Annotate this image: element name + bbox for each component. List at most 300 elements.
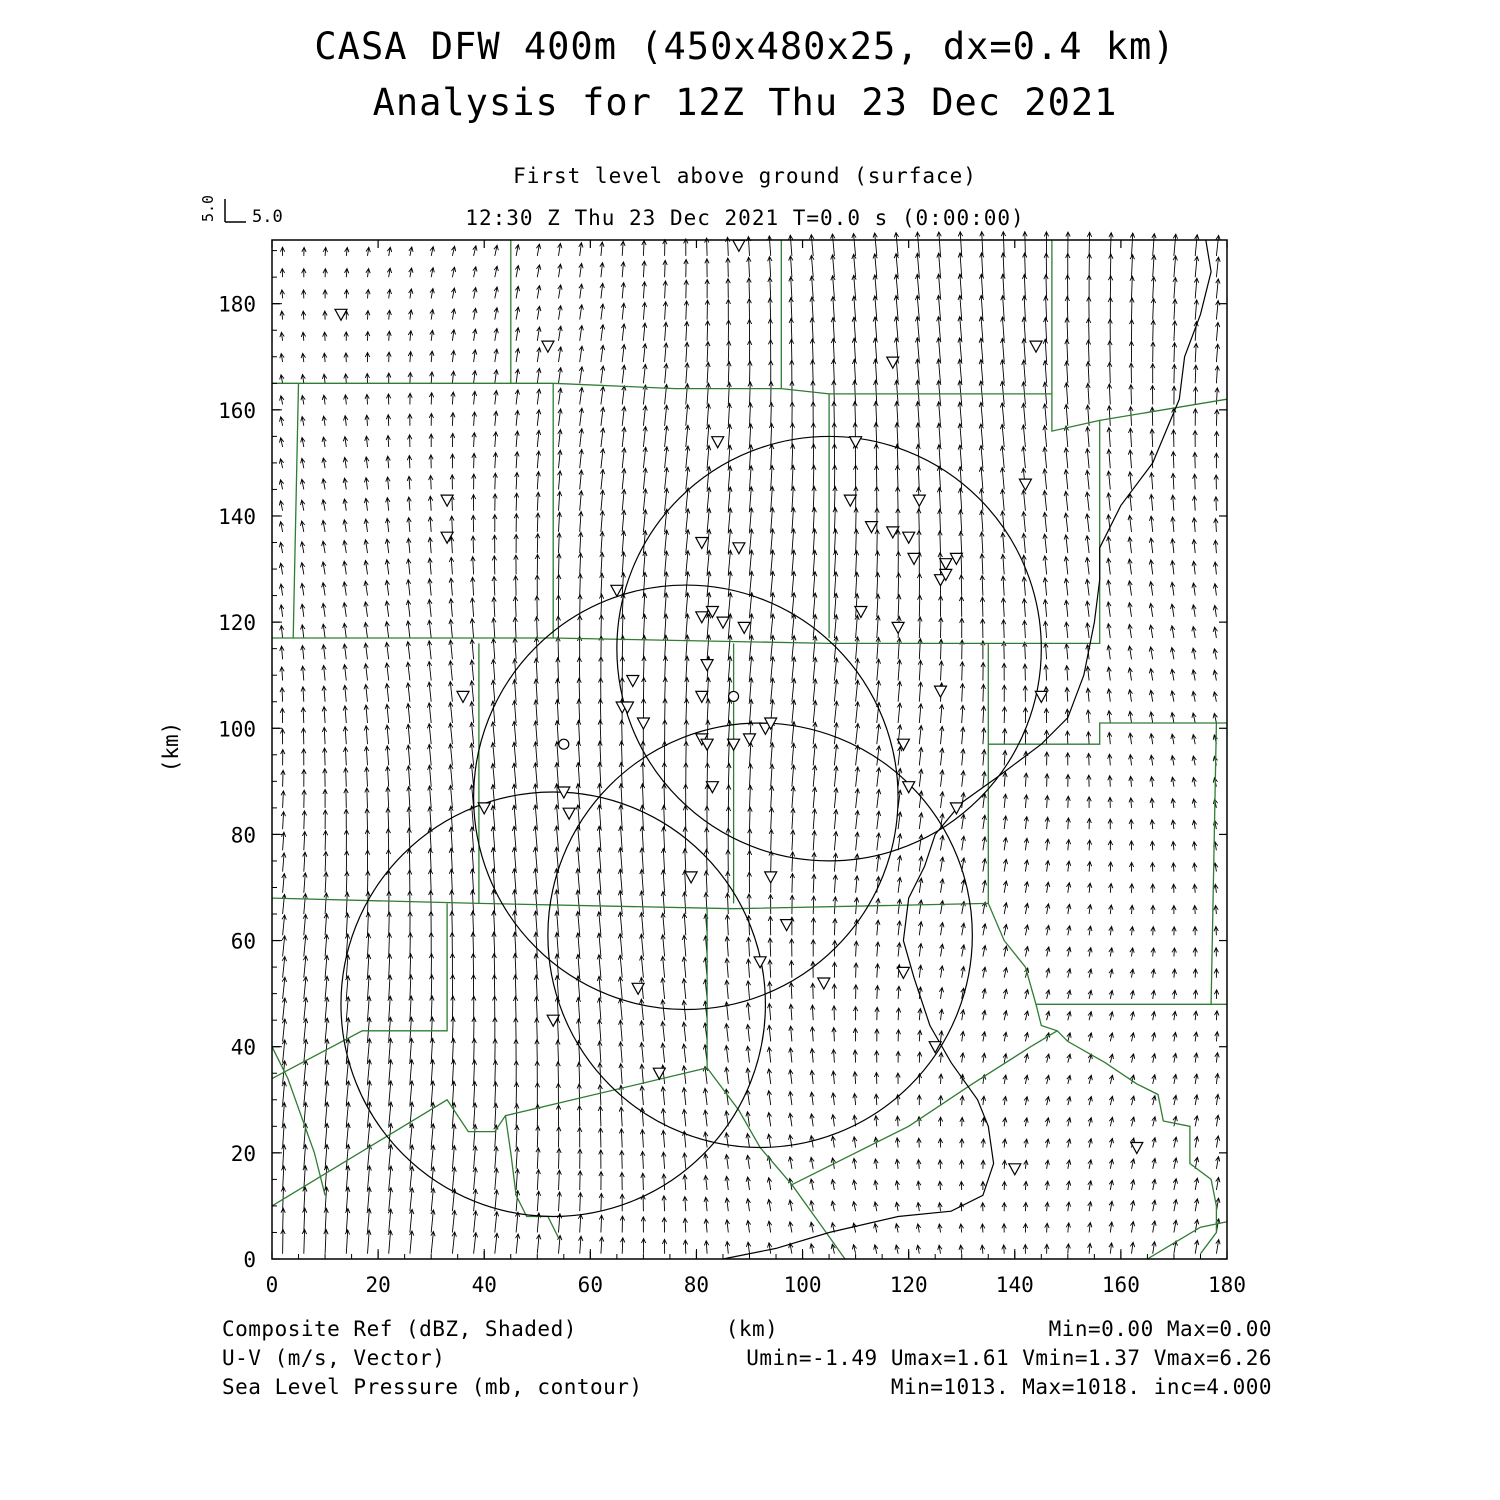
wind-vector — [832, 423, 836, 447]
wind-vector — [789, 1113, 793, 1126]
wind-vector — [831, 297, 835, 320]
wind-vector — [301, 583, 305, 595]
wind-vector — [279, 501, 283, 511]
y-tick-label: 20 — [230, 1141, 256, 1166]
wind-vector — [1023, 642, 1027, 659]
wind-vector — [1129, 755, 1133, 766]
wind-vector — [1088, 969, 1092, 978]
wind-vector — [514, 1039, 518, 1062]
wind-vector — [452, 1210, 456, 1232]
wind-vector — [494, 411, 498, 426]
wind-vector — [385, 580, 389, 595]
wind-vector — [282, 977, 286, 999]
wind-vector — [280, 708, 284, 723]
wind-vector — [855, 811, 859, 830]
wind-vector — [470, 827, 474, 850]
wind-vector — [303, 914, 307, 935]
wind-vector — [535, 596, 539, 617]
wind-vector — [1000, 360, 1004, 384]
wind-vector — [895, 1245, 899, 1254]
wind-vector — [854, 985, 858, 999]
wind-vector — [513, 638, 517, 659]
wind-vector — [876, 616, 880, 638]
wind-vector — [685, 363, 689, 383]
wind-vector — [280, 646, 284, 659]
wind-vector — [324, 914, 328, 936]
wind-vector — [958, 253, 962, 277]
wind-vector — [789, 339, 793, 362]
wind-vector — [1043, 404, 1047, 426]
wind-vector — [388, 1231, 392, 1254]
wind-vector — [557, 575, 561, 596]
wind-vector — [601, 387, 605, 405]
wind-vector — [303, 977, 307, 999]
wind-vector — [790, 423, 794, 447]
wind-vector — [1086, 710, 1090, 723]
wind-vector — [915, 317, 919, 341]
wind-vector — [683, 1197, 687, 1212]
wind-vector — [768, 1004, 772, 1021]
wind-vector — [684, 301, 688, 320]
station-triangle — [897, 967, 909, 978]
wind-vector — [919, 769, 923, 787]
wind-vector — [1130, 298, 1134, 320]
station-triangle — [701, 660, 713, 671]
wind-vector — [918, 660, 922, 680]
wind-vector — [1064, 491, 1068, 510]
wind-vector — [1108, 754, 1112, 765]
wind-vector — [325, 1060, 329, 1084]
wind-vector — [918, 639, 922, 660]
wind-vector — [430, 309, 434, 319]
wind-vector — [450, 911, 454, 935]
wind-vector — [282, 1103, 286, 1127]
wind-vector — [790, 360, 794, 383]
wind-vector — [512, 721, 516, 744]
wind-vector — [280, 438, 284, 447]
wind-vector — [301, 311, 305, 320]
wind-vector — [810, 1157, 814, 1169]
wind-vector — [770, 657, 774, 681]
wind-vector — [1214, 519, 1218, 532]
wind-vector — [1171, 626, 1175, 638]
wind-vector — [813, 615, 817, 639]
wind-vector — [834, 788, 838, 808]
station-circle — [559, 739, 569, 749]
wind-vector — [1107, 645, 1111, 659]
wind-vector — [832, 1028, 836, 1042]
wind-vector — [1067, 883, 1071, 893]
wind-vector — [770, 786, 774, 808]
wind-vector — [619, 1064, 623, 1084]
wind-vector — [1002, 707, 1006, 723]
wind-vector — [1088, 1075, 1092, 1084]
boundary-line — [1036, 1004, 1216, 1253]
wind-vector — [471, 557, 475, 575]
wind-vector — [979, 360, 983, 384]
wind-vector — [813, 593, 817, 617]
wind-vector — [662, 805, 666, 829]
wind-vector — [853, 465, 857, 489]
wind-vector — [494, 1233, 498, 1253]
wind-vector — [533, 847, 537, 871]
wind-vector — [1003, 1054, 1007, 1063]
wind-vector — [958, 488, 962, 511]
wind-vector — [725, 1024, 729, 1042]
wind-vector — [322, 603, 326, 616]
wind-vector — [918, 1030, 922, 1041]
wind-vector — [386, 436, 390, 448]
wind-vector — [1149, 647, 1153, 659]
wind-vector — [1195, 1199, 1199, 1211]
wind-vector — [749, 466, 753, 490]
wind-vector — [300, 563, 304, 575]
wind-vector — [876, 855, 880, 872]
wind-vector — [618, 891, 622, 914]
wind-vector — [620, 1216, 624, 1233]
wind-vector — [1043, 491, 1047, 511]
wind-vector — [1003, 881, 1007, 893]
wind-vector — [833, 875, 837, 893]
wind-vector — [514, 555, 518, 574]
wind-vector — [343, 457, 347, 468]
wind-vector — [1107, 428, 1111, 448]
wind-vector — [386, 518, 390, 532]
wind-vector — [449, 723, 453, 744]
wind-vector — [598, 762, 602, 786]
wind-vector — [620, 1194, 624, 1211]
wind-vector — [1152, 1054, 1156, 1063]
wind-vector — [367, 1060, 371, 1084]
wind-vector — [600, 263, 604, 278]
wind-vector — [682, 935, 686, 956]
wind-vector — [919, 856, 923, 871]
wind-vector — [534, 700, 538, 723]
wind-vector — [346, 1102, 350, 1126]
wind-vector — [451, 392, 455, 405]
wind-vector — [746, 1003, 750, 1021]
wind-vector — [452, 1167, 456, 1190]
title-line2: Analysis for 12Z Thu 23 Dec 2021 — [372, 81, 1118, 124]
wind-vector — [918, 682, 922, 702]
wind-vector — [472, 391, 476, 404]
wind-vector — [346, 1123, 350, 1147]
wind-vector — [1086, 732, 1090, 745]
wind-vector — [958, 467, 962, 490]
wind-vector — [789, 1004, 793, 1020]
wind-vector — [749, 614, 753, 638]
boundary-line — [293, 383, 298, 638]
wind-vector — [706, 342, 710, 363]
wind-vector — [661, 1130, 665, 1147]
wind-vector — [556, 1083, 560, 1105]
wind-vector — [578, 1193, 582, 1212]
station-triangle — [929, 1042, 941, 1053]
wind-vector — [344, 809, 348, 829]
wind-vector — [1215, 1136, 1219, 1148]
wind-vector — [661, 978, 665, 999]
wind-vector — [790, 402, 794, 426]
wind-vector — [875, 1051, 879, 1063]
wind-vector — [1107, 667, 1111, 680]
wind-vector — [874, 1116, 878, 1127]
wind-vector — [643, 385, 647, 404]
wind-vector — [493, 515, 497, 532]
wind-vector — [641, 1217, 645, 1233]
wind-vector — [365, 353, 369, 363]
wind-vector — [408, 891, 412, 914]
wind-vector — [449, 557, 453, 574]
wind-vector — [682, 1044, 686, 1063]
wind-vector — [981, 1160, 985, 1169]
wind-vector — [876, 789, 880, 808]
wind-vector — [683, 1240, 687, 1254]
wind-vector — [747, 320, 751, 341]
wind-vector — [346, 1145, 350, 1169]
wind-vector — [789, 1091, 793, 1105]
boundary-line — [505, 1116, 558, 1238]
wind-vector — [746, 1199, 750, 1211]
wind-vector — [834, 745, 838, 766]
wind-vector — [1003, 794, 1007, 808]
wind-vector — [1193, 409, 1197, 426]
wind-vector — [1128, 450, 1132, 468]
wind-vector — [875, 1029, 879, 1041]
wind-vector — [409, 310, 413, 320]
wind-vector — [812, 809, 816, 829]
wind-vector — [428, 558, 432, 574]
wind-vector — [1194, 343, 1198, 362]
wind-vector — [366, 913, 370, 936]
wind-vector — [1152, 1221, 1156, 1233]
wind-vector — [1172, 927, 1176, 936]
wind-vector — [600, 304, 604, 320]
wind-vector — [536, 1148, 540, 1169]
wind-vector — [513, 996, 517, 1020]
wind-vector — [279, 563, 283, 574]
wind-vector — [473, 1189, 477, 1211]
wind-vector — [1044, 275, 1048, 299]
wind-vector — [982, 859, 986, 872]
wind-vector — [1045, 1244, 1049, 1253]
wind-vector — [494, 1168, 498, 1190]
wind-vector — [982, 989, 986, 999]
wind-vector — [429, 434, 433, 447]
wind-vector — [1046, 925, 1050, 935]
wind-vector — [897, 943, 901, 957]
wind-vector — [533, 826, 537, 850]
wind-vector — [409, 1081, 413, 1105]
wind-vector — [958, 424, 962, 447]
wind-vector — [303, 956, 307, 978]
wind-vector — [536, 534, 540, 553]
wind-vector — [916, 1245, 920, 1254]
wind-vector — [449, 848, 453, 871]
wind-vector — [512, 742, 516, 765]
wind-vector — [1065, 361, 1069, 383]
wind-vector — [323, 748, 327, 765]
wind-vector — [301, 708, 305, 724]
wind-vector — [876, 637, 880, 659]
wind-vector — [576, 741, 580, 765]
wind-vector — [1043, 469, 1047, 490]
wind-vector — [643, 531, 647, 554]
wind-vector — [790, 852, 794, 872]
wind-vector — [982, 967, 986, 978]
wind-vector — [1085, 514, 1089, 532]
wind-vector — [894, 254, 898, 278]
wind-vector — [811, 962, 815, 978]
station-triangle — [1009, 1164, 1021, 1175]
wind-vector — [643, 572, 647, 595]
wind-vector — [1128, 624, 1132, 638]
wind-vector — [1192, 820, 1196, 829]
station-triangle — [940, 559, 952, 570]
wind-vector — [1173, 1220, 1177, 1232]
wind-vector — [557, 492, 561, 511]
wind-vector — [535, 554, 539, 574]
station-triangle — [685, 872, 697, 883]
wind-vector — [791, 444, 795, 468]
wind-vector — [1066, 861, 1070, 872]
wind-vector — [473, 1168, 477, 1190]
wind-vector — [643, 364, 647, 383]
wind-vector — [385, 663, 389, 681]
wind-vector — [536, 472, 540, 490]
wind-vector — [410, 1124, 414, 1148]
wind-vector — [555, 805, 559, 829]
wind-vector — [937, 445, 941, 469]
wind-vector — [831, 360, 835, 384]
wind-vector — [748, 361, 752, 383]
wind-vector — [1088, 926, 1092, 935]
wind-vector — [1213, 562, 1217, 574]
wind-vector — [812, 874, 816, 893]
wind-vector — [643, 447, 647, 468]
wind-vector — [1024, 1011, 1028, 1020]
wind-vector — [322, 458, 326, 468]
wind-vector — [958, 295, 962, 319]
wind-vector — [747, 872, 751, 893]
wind-vector — [1024, 1097, 1028, 1106]
wind-vector — [915, 338, 919, 362]
wind-vector — [1192, 713, 1196, 723]
wind-vector — [874, 1202, 878, 1211]
wind-vector — [664, 593, 668, 617]
wind-vector — [597, 869, 601, 893]
wind-vector — [622, 407, 626, 426]
wind-vector — [1214, 927, 1218, 936]
wind-vector — [1022, 533, 1026, 553]
y-tick-label: 40 — [230, 1035, 256, 1060]
wind-vector — [810, 1179, 814, 1190]
wind-vector — [1216, 279, 1220, 299]
wind-vector — [301, 332, 305, 341]
wind-vector — [451, 1039, 455, 1063]
wind-vector — [790, 939, 794, 957]
wind-vector — [302, 247, 306, 256]
wind-vector — [1088, 1097, 1092, 1106]
wind-vector — [280, 332, 284, 341]
wind-vector — [916, 359, 920, 383]
wind-vector — [537, 368, 541, 383]
wind-vector — [789, 1026, 793, 1041]
wind-vector — [706, 383, 710, 404]
wind-vector — [642, 302, 646, 319]
wind-vector — [1128, 515, 1132, 532]
wind-vector — [322, 395, 326, 404]
wind-vector — [1172, 364, 1176, 383]
wind-vector — [407, 559, 411, 574]
wind-vector — [789, 318, 793, 340]
wind-vector — [1150, 863, 1154, 872]
wind-vector — [473, 1146, 477, 1169]
wind-vector — [408, 933, 412, 957]
wind-vector — [343, 582, 347, 596]
wind-vector — [533, 805, 537, 829]
wind-vector — [1086, 383, 1090, 404]
wind-vector — [831, 318, 835, 341]
wind-vector — [1130, 927, 1134, 936]
wind-vector — [1045, 1223, 1049, 1232]
wind-vector — [640, 934, 644, 956]
wind-vector — [767, 1025, 771, 1041]
wind-vector — [812, 550, 816, 574]
wind-vector — [280, 417, 284, 426]
station-triangle — [818, 978, 830, 989]
y-tick-label: 160 — [218, 398, 256, 423]
wind-vector — [600, 283, 604, 298]
wind-vector — [600, 490, 604, 511]
wind-vector — [959, 531, 963, 553]
wind-vector — [1214, 453, 1218, 468]
wind-vector — [662, 827, 666, 850]
wind-vector — [768, 236, 772, 256]
wind-vector — [577, 720, 581, 744]
wind-vector — [601, 366, 605, 383]
wind-vector — [1107, 580, 1111, 596]
wind-vector — [770, 529, 774, 553]
wind-vector — [1129, 407, 1133, 426]
wind-vector — [1213, 605, 1217, 616]
wind-vector — [662, 1239, 666, 1253]
wind-vector — [1195, 256, 1199, 277]
wind-vector — [982, 924, 986, 936]
wind-vector — [961, 945, 965, 957]
wind-vector — [662, 784, 666, 808]
wind-vector — [493, 1039, 497, 1063]
wind-vector — [558, 306, 562, 320]
wind-vector — [301, 521, 305, 532]
wind-vector — [429, 413, 433, 425]
wind-vector — [767, 1134, 771, 1147]
wind-vector — [1192, 540, 1196, 554]
wind-vector — [1129, 776, 1133, 786]
wind-vector — [662, 1152, 666, 1169]
wind-vector — [1194, 1095, 1198, 1105]
wind-vector — [896, 573, 900, 596]
wind-vector — [1022, 512, 1026, 532]
wind-vector — [873, 233, 877, 256]
wind-vector — [1024, 838, 1028, 850]
wind-vector — [940, 966, 944, 978]
wind-vector — [982, 1010, 986, 1020]
wind-vector — [960, 684, 964, 702]
wind-vector — [621, 552, 625, 575]
wind-vector — [833, 529, 837, 553]
wind-vector — [1067, 1097, 1071, 1106]
wind-vector — [367, 1209, 371, 1233]
